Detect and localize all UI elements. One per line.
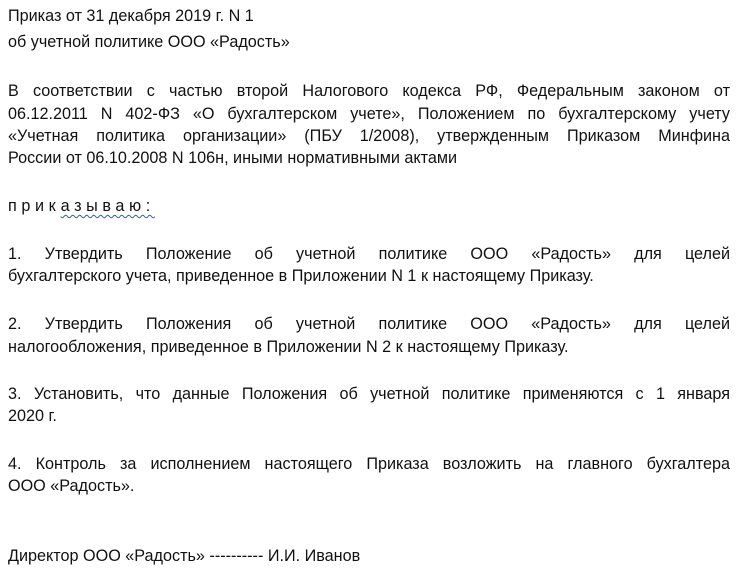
item-2-line-2: налогообложения, приведенное в Приложении N 2 к настоящему Приказу. — [8, 338, 569, 356]
order-word — [8, 196, 155, 216]
item-3-line-2: 2020 г. — [8, 407, 57, 425]
order-word-start: прик — [8, 197, 61, 215]
item-4-line-1: 4. Контроль за исполнением настоящего Приказа возложить на главного бухгалтера — [8, 455, 730, 473]
item-1-line-2: бухгалтерского учета, приведенное в Приложении N 1 к настоящему Приказу. — [8, 267, 594, 285]
preamble-line-2: 06.12.2011 N 402-ФЗ «О бухгалтерском учете», Положением по бухгалтерскому учету — [8, 105, 730, 123]
item-1-line-1: 1. Утвердить Положение об учетной политике ООО «Радость» для целей — [8, 245, 730, 263]
signature-line: Директор ООО «Радость» ---------- И.И. Иванов — [8, 547, 361, 565]
preamble-line-1: В соответствии с частью второй Налогового кодекса РФ, Федеральным законом от — [8, 82, 730, 100]
order-subject: об учетной политике ООО «Радость» — [8, 33, 290, 51]
item-4-line-2: ООО «Радость». — [8, 477, 135, 495]
item-3-line-1: 3. Установить, что данные Положения об учетной политике применяются с 1 января — [8, 385, 730, 403]
preamble-line-3: «Учетная политика организации» (ПБУ 1/2008), утвержденным Приказом Минфина — [8, 127, 730, 145]
order-title: Приказ от 31 декабря 2019 г. N 1 — [8, 7, 254, 25]
spellcheck-underline: азываю: — [60, 197, 155, 215]
preamble-line-4: России от 06.10.2008 N 106н, иными нормативными актами — [8, 149, 458, 167]
item-2-line-1: 2. Утвердить Положения об учетной политике ООО «Радость» для целей — [8, 315, 730, 333]
